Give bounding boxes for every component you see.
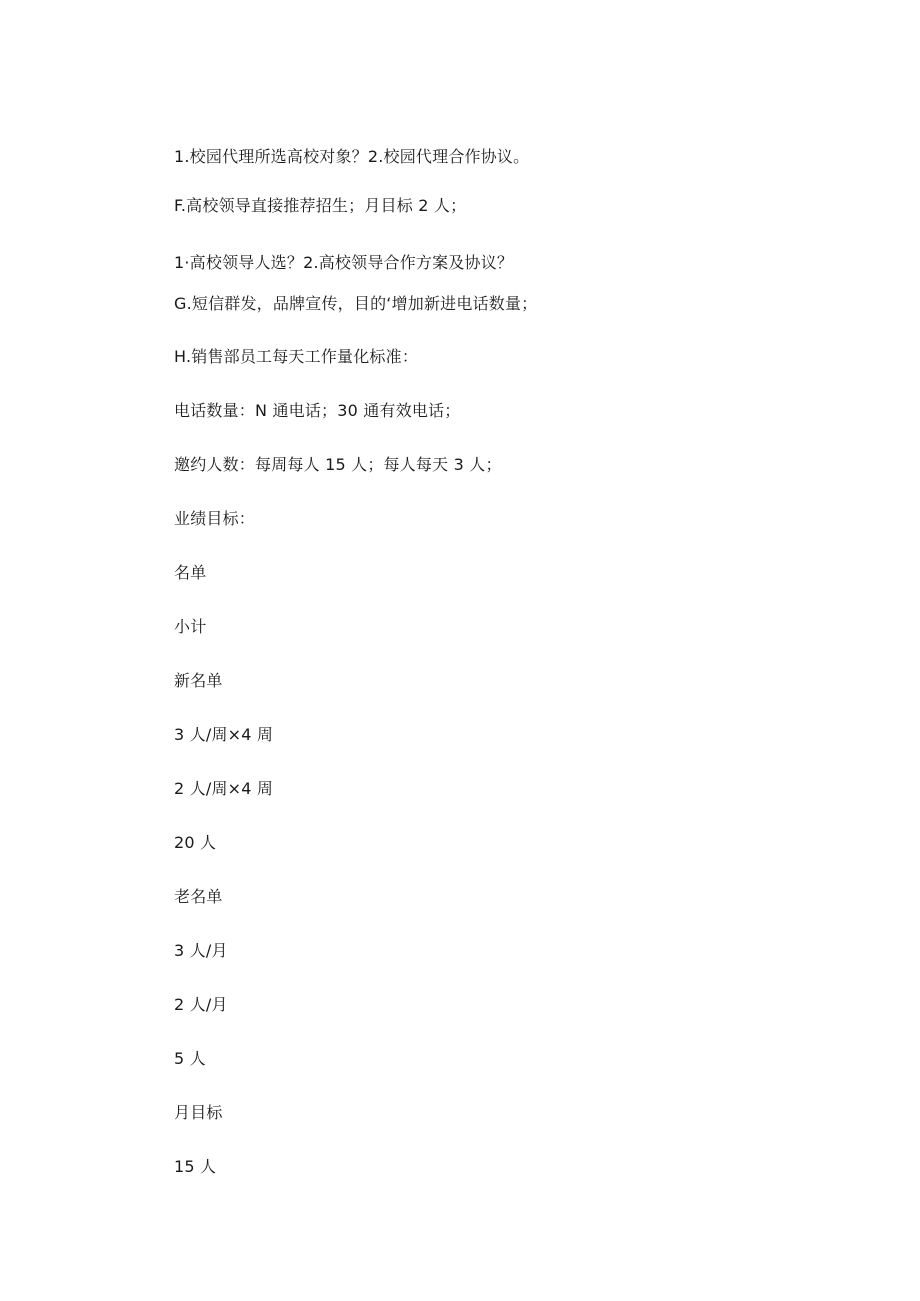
text-line-monthly-target-value: 15 人	[174, 1157, 217, 1176]
text-line-old-list-subtotal: 5 人	[174, 1049, 206, 1068]
text-line-subtotal-header: 小计	[174, 617, 207, 636]
text-line-old-list: 老名单	[174, 887, 223, 906]
text-line-old-list-value-1: 3 人/月	[174, 941, 228, 960]
text-line-new-list: 新名单	[174, 671, 223, 690]
text-line-performance-goal: 业绩目标：	[174, 509, 256, 528]
text-line-section-h: H.销售部员工每天工作量化标准：	[174, 347, 419, 366]
text-line-call-count: 电话数量：N 通电话；30 通有效电话；	[174, 401, 461, 420]
text-line-section-g: G.短信群发，品牌宣传，目的‘增加新进电话数量；	[174, 294, 538, 313]
text-line-section-f: F.高校领导直接推荐招生；月目标 2 人；	[174, 196, 467, 215]
text-line-new-list-value-1: 3 人/周×4 周	[174, 725, 274, 744]
text-line-new-list-subtotal: 20 人	[174, 833, 217, 852]
text-line-invite-count: 邀约人数：每周每人 15 人；每人每天 3 人；	[174, 455, 502, 474]
text-line-list-header: 名单	[174, 563, 207, 582]
text-line-monthly-target: 月目标	[174, 1103, 223, 1122]
text-line-old-list-value-2: 2 人/月	[174, 995, 228, 1014]
text-line-new-list-value-2: 2 人/周×4 周	[174, 779, 274, 798]
text-line-leader-questions: 1·高校领导人选？2.高校领导合作方案及协议？	[174, 253, 514, 272]
text-line-agent-questions: 1.校园代理所选高校对象？2.校园代理合作协议。	[174, 147, 530, 166]
